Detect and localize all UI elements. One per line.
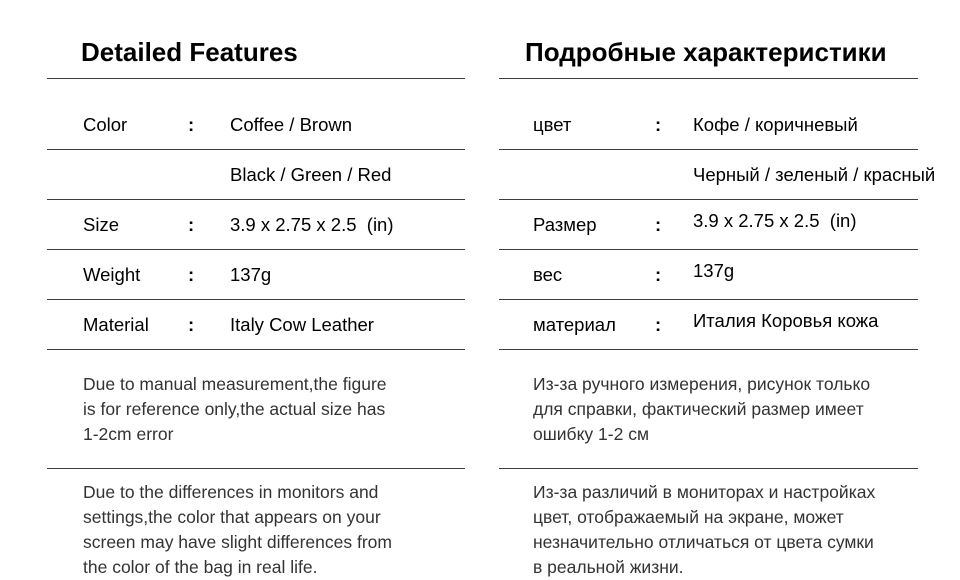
spec-colon: : — [655, 313, 662, 335]
note-line: the color of the bag in real life. — [83, 557, 318, 578]
measurement-disclaimer-ru — [533, 372, 918, 447]
panel-title-ru: Подробные характеристики — [499, 22, 918, 79]
spec-value: 3.9 x 2.75 x 2.5 (in) — [230, 213, 394, 235]
note-line: Due to manual measurement,the figure — [83, 374, 387, 395]
spec-colon: : — [188, 263, 195, 285]
note-divider — [499, 468, 918, 469]
spec-label: Size — [83, 213, 119, 235]
spec-value: 137g — [693, 259, 735, 281]
note-line: Из-за ручного измерения, рисунок только — [533, 374, 871, 395]
spec-colon: : — [655, 213, 662, 235]
note-line: для справки, фактический размер имеет — [533, 399, 864, 420]
spec-label: Material — [83, 313, 149, 335]
spec-row-color — [499, 100, 918, 150]
spec-value: Coffee / Brown — [230, 113, 353, 135]
spec-value: Кофе / коричневый — [693, 113, 858, 135]
panel-title-en: Detailed Features — [47, 22, 465, 79]
note-line: незначительно отличаться от цвета сумки — [533, 532, 874, 553]
color-disclaimer-en — [83, 480, 465, 580]
note-divider — [47, 468, 465, 469]
spec-value: Черный / зеленый / красный — [693, 163, 936, 185]
spec-label: Weight — [83, 263, 141, 285]
spec-label: цвет — [533, 113, 572, 135]
spec-label: вес — [533, 263, 563, 285]
note-line: is for reference only,the actual size has — [83, 399, 386, 420]
note-line: settings,the color that appears on your — [83, 507, 381, 528]
note-line: screen may have slight differences from — [83, 532, 392, 553]
spec-value: 3.9 x 2.75 x 2.5 (in) — [693, 209, 857, 231]
spec-colon: : — [188, 113, 195, 135]
spec-row-color-variants — [47, 150, 465, 200]
note-line: Due to the differences in monitors and — [83, 482, 379, 503]
spec-colon: : — [188, 213, 195, 235]
spec-label: материал — [533, 313, 616, 335]
spec-colon: : — [188, 313, 195, 335]
note-line: в реальной жизни. — [533, 557, 684, 578]
spec-label: Color — [83, 113, 128, 135]
spec-label: Размер — [533, 213, 597, 235]
spec-row-weight — [499, 250, 918, 300]
note-line: Из-за различий в мониторах и настройках — [533, 482, 876, 503]
spec-row-size — [47, 200, 465, 250]
measurement-disclaimer-en — [83, 372, 465, 447]
spec-row-weight — [47, 250, 465, 300]
spec-value: 137g — [230, 263, 272, 285]
note-line: 1-2cm error — [83, 424, 174, 445]
spec-value: Italy Cow Leather — [230, 313, 374, 335]
spec-row-color-variants — [499, 150, 936, 200]
spec-colon: : — [655, 113, 662, 135]
note-line: ошибку 1-2 см — [533, 424, 649, 445]
color-disclaimer-ru — [533, 480, 918, 580]
spec-row-color — [47, 100, 465, 150]
spec-value: Италия Коровья кожа — [693, 309, 879, 331]
features-panel-ru — [499, 0, 936, 578]
note-line: цвет, отображаемый на экране, может — [533, 507, 844, 528]
features-panel-en — [47, 0, 465, 578]
spec-row-material — [47, 300, 465, 350]
spec-value: Black / Green / Red — [230, 163, 392, 185]
spec-row-size — [499, 200, 918, 250]
spec-colon: : — [655, 263, 662, 285]
spec-row-material — [499, 300, 918, 350]
